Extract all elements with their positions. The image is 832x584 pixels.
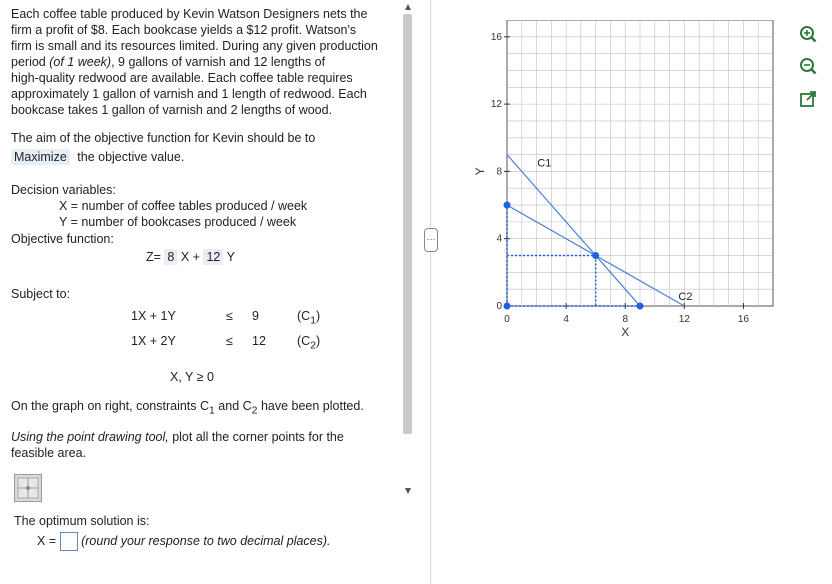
scrollbar-thumb[interactable] xyxy=(403,14,412,434)
y-tick-label: 12 xyxy=(490,99,502,111)
constraint-label-c2: C2 xyxy=(678,291,693,304)
problem-line: firm is small and its resources limited. During any given production xyxy=(11,39,378,53)
answer-row xyxy=(37,532,331,551)
point-tool-icon xyxy=(15,475,41,501)
zoom-in-icon[interactable] xyxy=(799,25,817,43)
constraint-2-sign: ≤ xyxy=(226,334,233,348)
text: and C xyxy=(214,399,252,413)
corner-point[interactable] xyxy=(504,303,511,310)
y-axis-label: Y xyxy=(473,167,487,176)
corner-point[interactable] xyxy=(504,202,511,209)
objective-heading: Objective function: xyxy=(11,232,114,246)
y-tick-label: 8 xyxy=(496,166,502,178)
panel-resize-handle[interactable]: ⋯ xyxy=(424,228,438,252)
objective-function xyxy=(146,250,235,264)
x-tick-label: 4 xyxy=(563,314,569,325)
label-close: ) xyxy=(316,309,321,323)
problem-line: high-quality redwood are available. Each coffee table requires xyxy=(11,71,353,85)
tool-instruction-2: feasible area. xyxy=(11,446,87,460)
problem-line: bookcase takes 1 gallon of varnish and 2 lengths of wood. xyxy=(11,103,333,117)
corner-point[interactable] xyxy=(637,303,644,310)
z-coef-x-input[interactable]: 8 xyxy=(164,249,177,265)
aim-question: The aim of the objective function for Kevin should be to xyxy=(11,131,316,145)
sub: 2 xyxy=(251,405,258,417)
constraint-label-c1: C1 xyxy=(537,157,552,170)
constraint-1-sign: ≤ xyxy=(226,309,233,323)
label-close: ) xyxy=(316,334,321,348)
z-x-label: X + xyxy=(180,250,200,264)
constraint-2-label xyxy=(297,334,320,352)
z-prefix: Z= xyxy=(146,250,161,264)
problem-text: period xyxy=(11,55,50,69)
y-definition: Y = number of bookcases produced / week xyxy=(59,215,297,229)
x-tick-label: 16 xyxy=(737,314,750,325)
constraint-2-rhs: 12 xyxy=(252,334,266,348)
problem-line: approximately 1 gallon of varnish and 1 length of redwood. Each xyxy=(11,87,367,101)
y-tick-label: 16 xyxy=(490,31,502,43)
text: plot all the corner points for the xyxy=(168,430,344,444)
y-tick-label: 0 xyxy=(496,301,502,312)
problem-italic: (of 1 week) xyxy=(49,55,112,69)
y-tick-label: 4 xyxy=(496,233,502,245)
x-answer-input[interactable] xyxy=(60,532,78,551)
text: On the graph on right, constraints C xyxy=(11,399,210,413)
problem-text: , 9 gallons of varnish and 12 lengths of xyxy=(111,55,326,69)
label-text: (C xyxy=(297,309,311,323)
nonnegativity: X, Y ≥ 0 xyxy=(170,370,214,384)
constraint-1-lhs: 1X + 1Y xyxy=(131,309,176,323)
problem-line: Each coffee table produced by Kevin Watson Designers nets the xyxy=(11,7,368,21)
x-tick-label: 8 xyxy=(622,314,629,325)
open-external-icon[interactable] xyxy=(799,90,817,108)
x-answer-label: X = xyxy=(37,533,57,548)
z-coef-y-input[interactable]: 12 xyxy=(203,249,223,265)
problem-statement xyxy=(11,6,396,118)
x-tick-label: 12 xyxy=(678,314,690,325)
lp-graph[interactable] xyxy=(470,20,790,340)
zoom-out-icon[interactable] xyxy=(799,57,817,75)
panel-divider xyxy=(430,0,431,584)
constraint-2-lhs: 1X + 2Y xyxy=(131,334,176,348)
aim-choice-dropdown[interactable]: Maximize xyxy=(11,149,70,165)
subject-to-heading: Subject to: xyxy=(11,287,71,301)
label-sub: 2 xyxy=(310,340,316,352)
point-tool-button[interactable] xyxy=(14,474,42,502)
plotted-text xyxy=(11,399,364,417)
label-text: (C xyxy=(297,334,311,348)
italic-text: Using the point drawing tool, xyxy=(11,430,169,444)
decision-heading: Decision variables: xyxy=(11,183,116,197)
aim-answer-row xyxy=(11,150,184,164)
x-axis-label: X xyxy=(621,325,630,339)
constraint-1-label xyxy=(297,309,320,327)
aim-suffix: the objective value. xyxy=(77,150,185,164)
x-tick-label: 0 xyxy=(504,314,510,325)
problem-line xyxy=(11,54,396,70)
x-definition: X = number of coffee tables produced / week xyxy=(59,199,308,213)
text: have been plotted. xyxy=(257,399,364,413)
rounding-hint: (round your response to two decimal places). xyxy=(81,533,331,548)
problem-line: firm a profit of $8. Each bookcase yields a $12 profit. Watson's xyxy=(11,23,357,37)
tool-instruction xyxy=(11,430,344,444)
label-sub: 1 xyxy=(310,315,316,327)
constraint-1-rhs: 9 xyxy=(252,309,259,323)
z-y-label: Y xyxy=(226,250,235,264)
optimum-heading: The optimum solution is: xyxy=(14,514,150,528)
sub: 1 xyxy=(209,405,215,417)
corner-point[interactable] xyxy=(592,252,599,259)
